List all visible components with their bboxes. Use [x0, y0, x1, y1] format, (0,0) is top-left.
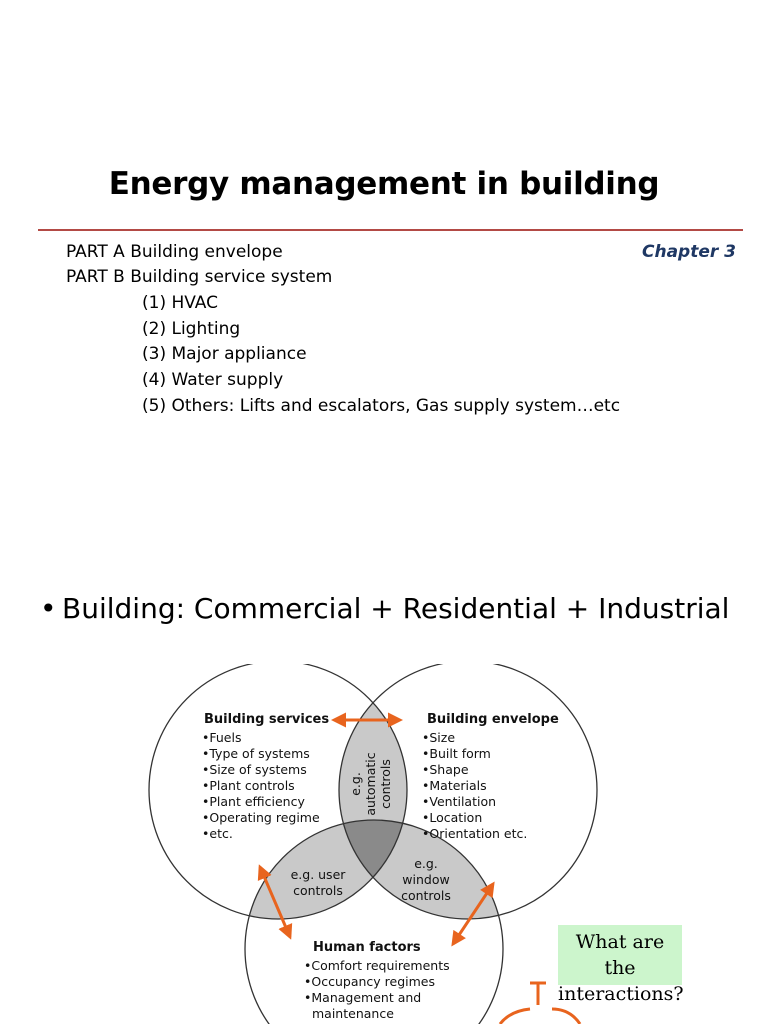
- services-item: •Size of systems: [202, 762, 307, 777]
- building-types-bullet: [40, 592, 729, 625]
- human-item: maintenance: [312, 1006, 394, 1021]
- envelope-item: •Shape: [422, 762, 469, 777]
- human-item: •Comfort requirements: [304, 958, 450, 973]
- services-item: •Type of systems: [202, 746, 310, 761]
- bullet-text: Building: Commercial + Residential + Industrial: [62, 592, 730, 625]
- callout-line: interactions?: [558, 983, 684, 1005]
- envelope-item: •Ventilation: [422, 794, 497, 809]
- chapter-label: Chapter 3: [641, 242, 736, 262]
- toc-item-appliance: (3) Major appliance: [142, 344, 307, 364]
- envelope-item: •Built form: [422, 746, 491, 761]
- overlap-left-line: e.g. user: [290, 867, 346, 882]
- envelope-heading: Building envelope: [427, 712, 559, 727]
- venn-diagram: [138, 664, 600, 1024]
- overlap-right-line: controls: [401, 888, 451, 903]
- envelope-item: •Materials: [422, 778, 487, 793]
- toc-part-a: PART A Building envelope: [66, 242, 283, 262]
- overlap-top-line: automatic: [363, 752, 378, 816]
- toc-item-others: (5) Others: Lifts and escalators, Gas supply system…etc: [142, 396, 621, 416]
- services-item: •Operating regime: [202, 810, 320, 825]
- orange-cycle-decoration: [480, 975, 600, 1024]
- toc-item-lighting: (2) Lighting: [142, 319, 241, 339]
- cycle-arc: [552, 1009, 580, 1024]
- envelope-item: •Location: [422, 810, 483, 825]
- human-heading: Human factors: [313, 940, 421, 955]
- toc-item-water: (4) Water supply: [142, 370, 284, 390]
- venn-svg: [138, 664, 600, 1024]
- toc-part-b: PART B Building service system: [66, 267, 333, 287]
- services-item: •Plant efficiency: [202, 794, 305, 809]
- cycle-svg: [480, 975, 600, 1024]
- services-item: •Fuels: [202, 730, 242, 745]
- overlap-top-line: e.g.: [348, 772, 363, 796]
- callout-line: What are the: [575, 931, 665, 979]
- human-item: •Occupancy regimes: [304, 974, 435, 989]
- services-item: •Plant controls: [202, 778, 295, 793]
- envelope-item: •Size: [422, 730, 456, 745]
- services-heading: Building services: [204, 712, 330, 727]
- overlap-right-line: e.g.: [414, 856, 438, 871]
- envelope-item: •Orientation etc.: [422, 826, 528, 841]
- title-divider: [38, 229, 743, 231]
- overlap-right-line: window: [402, 872, 450, 887]
- overlap-left-line: controls: [293, 883, 343, 898]
- toc-item-hvac: (1) HVAC: [142, 293, 219, 313]
- overlap-top-line: controls: [378, 759, 393, 809]
- human-item: •Management and: [304, 990, 422, 1005]
- bullet-dot: •: [40, 592, 57, 625]
- page-title: Energy management in building: [108, 166, 660, 202]
- services-item: •etc.: [202, 826, 233, 841]
- cycle-arc: [500, 1009, 530, 1024]
